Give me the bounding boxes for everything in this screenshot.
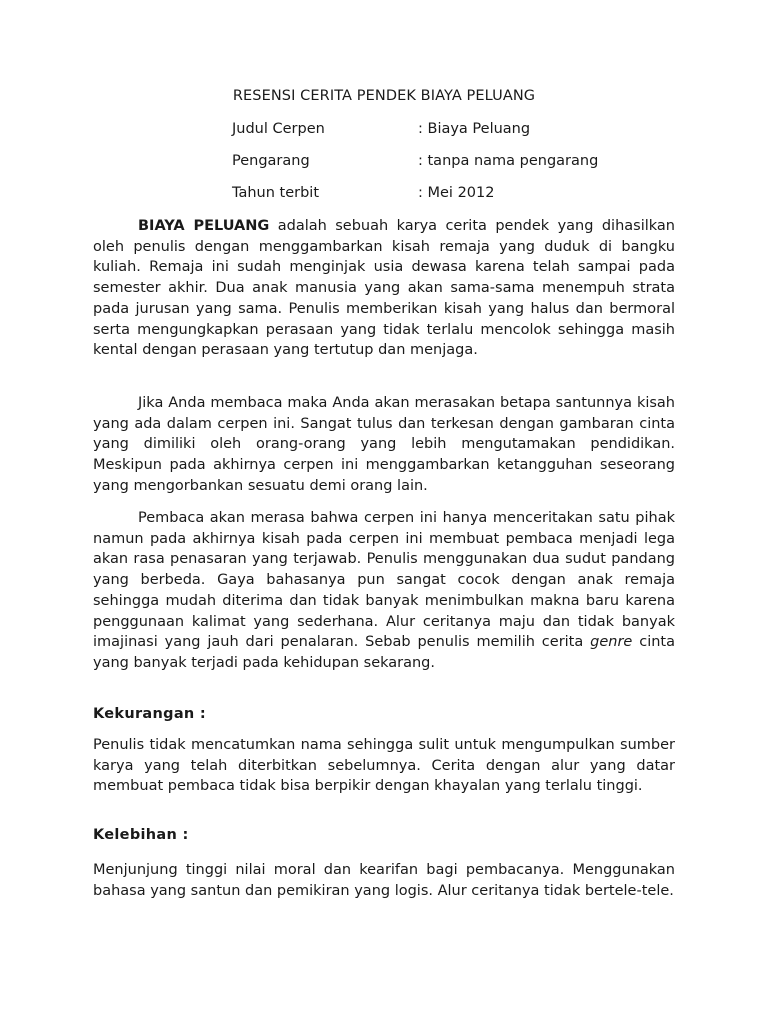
paragraph-text: cinta yang banyak terjadi pada kehidupan sekarang. [93,634,676,671]
kelebihan-heading: Kelebihan : [93,827,189,843]
paragraph-impression [93,393,675,497]
meta-row-author [232,153,672,173]
kekurangan-heading: Kekurangan : [93,706,206,722]
meta-row-title [232,121,672,141]
paragraph-text: Jika Anda membaca maka Anda akan merasakan betapa santunnya kisah yang ada dalam cerpen ini. Sangat tulus dan terkesan dengan gambaran cinta yang dimiliki oleh orang-orang yang lebih mengutamakan pendidikan. Meskipun pada akhirnya cerpen ini menggambarkan ketangguhan seseorang yang mengorbankan sesuatu demi orang lain. [93,395,675,494]
paragraph-text: adalah sebuah karya cerita pendek yang dihasilkan oleh penulis dengan menggambarkan kisah remaja yang duduk di bangku kuliah. Remaja ini sudah menginjak usia dewasa karena telah sampai pada semester akhir. Dua anak manusia yang akan sama-sama menempuh strata pada jurusan yang sama. Penulis memberikan kisah yang halus dan bermoral serta mengungkapkan perasaan yang tidak terlalu mencolok sehingga masih kental dengan perasaan yang tertutup dan menjaga. [93,218,675,359]
document-title: RESENSI CERITA PENDEK BIAYA PELUANG [232,88,536,104]
meta-label: Tahun terbit [232,185,320,201]
meta-value: : Mei 2012 [418,185,495,201]
paragraph-text: Menjunjung tinggi nilai moral dan kearifan bagi pembacanya. Menggunakan bahasa yang santun dan pemikiran yang logis. Alur ceritanya tidak bertele-tele. [93,862,675,899]
meta-value: : Biaya Peluang [418,121,531,137]
review-subject: BIAYA PELUANG [138,218,270,234]
paragraph-kekurangan [93,735,675,797]
meta-label: Pengarang [232,153,310,169]
meta-label: Judul Cerpen [232,121,325,137]
paragraph-style [93,508,675,674]
paragraph-kelebihan [93,860,675,901]
meta-row-year [232,185,672,205]
meta-value: : tanpa nama pengarang [418,153,599,169]
italic-term: genre [590,634,633,651]
paragraph-text: Pembaca akan merasa bahwa cerpen ini hanya menceritakan satu pihak namun pada akhirnya kisah pada cerpen ini membuat pembaca menjadi lega akan rasa penasaran yang terjawab. Penulis menggunakan dua sudut pandang yang berbeda. Gaya bahasanya pun sangat cocok dengan anak remaja sehingga mudah diterima dan tidak banyak menimbulkan makna baru karena penggunaan kalimat yang sederhana. Alur ceritanya maju dan tidak banyak imajinasi yang jauh dari penalaran. Sebab penulis memilih cerita [93,510,675,651]
paragraph-text: Penulis tidak mencatumkan nama sehingga sulit untuk mengumpulkan sumber karya yang telah diterbitkan sebelumnya. Cerita dengan alur yang datar membuat pembaca tidak bisa berpikir dengan khayalan yang terlalu tinggi. [93,737,675,795]
paragraph-intro [93,216,675,361]
